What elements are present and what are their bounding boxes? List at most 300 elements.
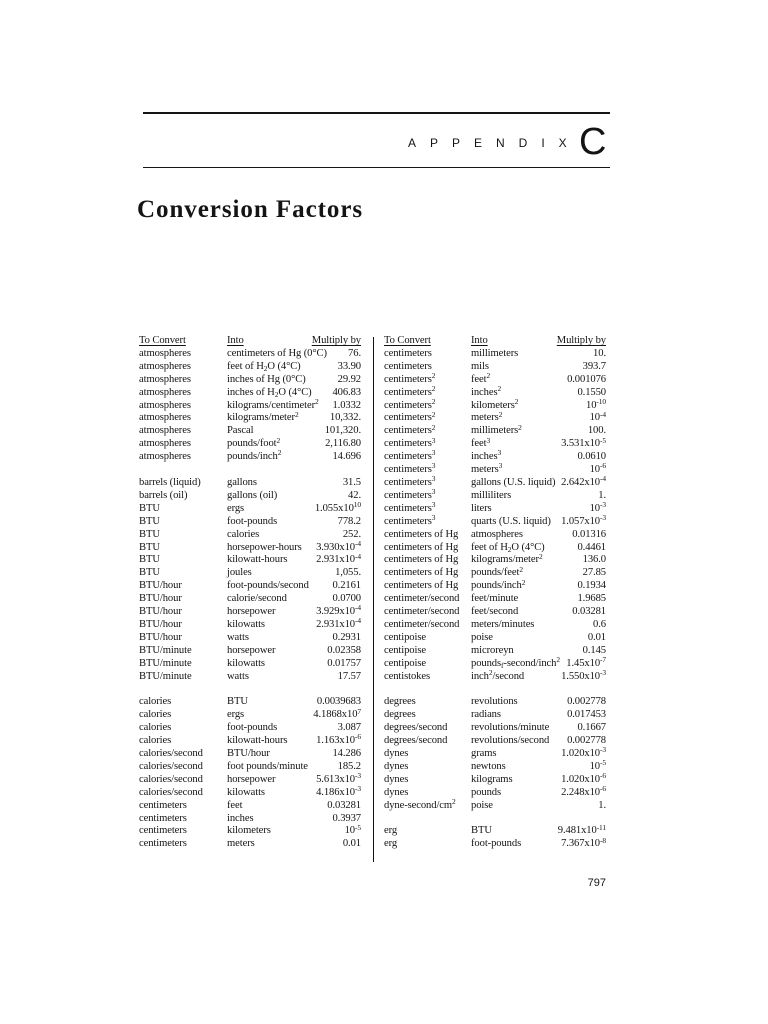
table-row xyxy=(139,645,361,658)
superscript: 2 xyxy=(488,667,493,677)
from-unit-cell: BTU/minute xyxy=(139,670,192,682)
table-row xyxy=(139,593,361,606)
from-unit-cell: calories xyxy=(139,709,172,721)
subscript: 2 xyxy=(274,389,279,399)
into-unit-cell: gallons (oil) xyxy=(227,489,278,501)
factor-cell: 76. xyxy=(348,347,361,359)
text-run: centimeters xyxy=(384,476,432,488)
table-row xyxy=(139,632,361,645)
superscript: 3 xyxy=(431,474,436,484)
text-run: kilometers xyxy=(471,399,515,411)
table-row xyxy=(384,577,606,593)
from-unit-cell: BTU/hour xyxy=(139,606,182,618)
into-unit-cell: watts xyxy=(227,670,249,682)
from-unit-cell: degrees xyxy=(384,696,416,708)
from-unit-cell xyxy=(384,512,436,529)
text-run: 1.020x10 xyxy=(561,773,601,785)
table-row xyxy=(384,435,606,451)
table-row xyxy=(384,542,606,555)
superscript: -8 xyxy=(600,835,606,845)
table-row xyxy=(384,645,606,658)
from-unit-cell: centistokes xyxy=(384,670,430,682)
factor-cell: 0.1550 xyxy=(577,386,606,398)
superscript: -6 xyxy=(600,784,606,794)
from-unit-cell: centimeters xyxy=(139,812,187,824)
superscript: 2 xyxy=(497,383,502,393)
table-row xyxy=(139,374,361,387)
text-run: 1.057x10 xyxy=(561,515,601,527)
into-unit-cell xyxy=(471,383,502,400)
from-unit-cell xyxy=(384,796,456,813)
text-run: centimeters xyxy=(384,502,432,514)
text-run: 5.613x10 xyxy=(316,773,356,785)
from-unit-cell xyxy=(384,500,436,516)
into-unit-cell xyxy=(471,448,502,464)
into-unit-cell xyxy=(471,542,545,555)
from-unit-cell: calories/second xyxy=(139,748,203,759)
factor-cell xyxy=(316,732,361,748)
table-row xyxy=(384,722,606,735)
text-run: centimeters xyxy=(384,373,432,385)
into-unit-cell: kilometers xyxy=(227,825,271,837)
row-group xyxy=(139,696,361,851)
superscript: -4 xyxy=(355,551,361,561)
text-run: pounds/inch xyxy=(227,451,278,463)
conversion-table-right xyxy=(384,335,606,851)
factor-cell: 1,055. xyxy=(335,567,361,579)
superscript: 2 xyxy=(277,448,282,458)
superscript: 2 xyxy=(518,422,522,432)
superscript: -4 xyxy=(355,603,361,613)
text-run: 1.055x10 xyxy=(314,502,354,514)
factor-cell: 2,116.80 xyxy=(325,438,361,450)
table-row xyxy=(384,348,606,361)
superscript: 2 xyxy=(315,396,319,406)
text-run: feet xyxy=(471,373,487,385)
from-unit-cell: centimeters xyxy=(139,838,187,850)
from-unit-cell: degrees/second xyxy=(384,722,448,734)
superscript: -5 xyxy=(600,758,606,768)
into-unit-cell: horsepower xyxy=(227,773,276,785)
table-header-row xyxy=(384,335,606,348)
superscript: -5 xyxy=(355,822,361,832)
from-unit-cell xyxy=(384,448,436,464)
from-unit-cell: calories/second xyxy=(139,760,203,772)
table-body xyxy=(384,348,606,851)
superscript: 3 xyxy=(431,512,436,522)
factor-cell: 42. xyxy=(348,489,361,501)
factor-cell xyxy=(561,784,606,800)
from-unit-cell: centimeters of Hg xyxy=(384,541,459,553)
superscript: -3 xyxy=(600,500,606,510)
text-run: feet of H xyxy=(471,541,508,553)
from-unit-cell: dynes xyxy=(384,773,409,785)
factor-cell: 252. xyxy=(342,528,361,540)
superscript: 3 xyxy=(497,448,502,458)
from-unit-cell xyxy=(384,396,436,413)
table-row xyxy=(384,512,606,529)
table-row xyxy=(139,538,361,555)
factor-cell xyxy=(561,474,606,490)
text-run: inch xyxy=(471,670,489,682)
text-run: centimeters xyxy=(384,451,432,463)
superscript: 3 xyxy=(431,435,436,445)
factor-cell xyxy=(561,435,606,451)
text-run: inches xyxy=(471,451,498,463)
into-unit-cell: revolutions xyxy=(471,696,518,708)
from-unit-cell: calories xyxy=(139,696,172,708)
header-rule xyxy=(143,167,610,168)
text-run: O (4°C) xyxy=(267,360,301,372)
table-row xyxy=(139,348,361,361)
superscript: -6 xyxy=(600,771,606,781)
from-unit-cell xyxy=(384,371,436,387)
factor-cell: 0.03281 xyxy=(327,799,361,811)
table-row xyxy=(139,529,361,542)
into-unit-cell xyxy=(471,422,522,438)
from-unit-cell xyxy=(384,487,436,503)
text-run: 10 xyxy=(344,825,356,837)
superscript: 7 xyxy=(357,706,361,716)
into-unit-cell: liters xyxy=(471,502,492,514)
table-row xyxy=(384,564,606,580)
factor-cell xyxy=(344,822,361,838)
table-row xyxy=(384,822,606,838)
from-unit-cell: erg xyxy=(384,825,398,837)
factor-cell: 1.9685 xyxy=(577,593,606,605)
superscript: -5 xyxy=(600,435,606,445)
superscript: 3 xyxy=(498,461,503,471)
table-row xyxy=(384,735,606,748)
text-run: 2.931x10 xyxy=(316,554,356,566)
table-body xyxy=(139,348,361,851)
from-unit-cell: centimeters xyxy=(384,360,432,372)
row-group xyxy=(384,348,606,684)
superscript: -7 xyxy=(600,654,606,664)
from-unit-cell: atmospheres xyxy=(139,347,191,359)
from-unit-cell: centimeters of Hg xyxy=(384,554,459,566)
superscript: 2 xyxy=(514,396,519,406)
into-unit-cell: kilowatt-hours xyxy=(227,554,288,566)
superscript: -11 xyxy=(596,822,606,832)
into-unit-cell xyxy=(471,396,519,413)
from-unit-cell: barrels (liquid) xyxy=(139,476,201,488)
factor-cell: 0.03281 xyxy=(572,606,606,618)
from-unit-cell: BTU/hour xyxy=(139,618,182,630)
from-unit-cell: degrees/second xyxy=(384,735,448,747)
into-unit-cell: atmospheres xyxy=(471,528,523,540)
page-number: 797 xyxy=(587,877,606,889)
into-unit-cell xyxy=(227,435,281,451)
into-unit-cell: inches xyxy=(227,812,254,824)
text-run: 7.367x10 xyxy=(561,838,601,850)
table-row xyxy=(139,732,361,748)
from-unit-cell: centimeters of Hg xyxy=(384,528,459,540)
text-run: centimeters xyxy=(384,438,432,450)
superscript: -6 xyxy=(355,732,361,742)
factor-cell xyxy=(561,512,606,529)
from-unit-cell xyxy=(384,461,436,477)
superscript: 2 xyxy=(431,396,436,406)
table-row xyxy=(384,606,606,619)
into-unit-cell: foot-pounds xyxy=(227,722,278,734)
into-unit-cell: Pascal xyxy=(227,425,254,437)
table-row xyxy=(139,671,361,684)
table-row xyxy=(139,706,361,722)
table-row xyxy=(139,425,361,438)
table-row xyxy=(384,654,606,671)
table-row xyxy=(139,696,361,709)
factor-cell xyxy=(557,822,606,838)
text-run: kilograms/meter xyxy=(227,412,295,424)
text-run: -second/inch xyxy=(503,657,557,669)
factor-cell: 101,320. xyxy=(324,425,361,437)
table-row xyxy=(384,758,606,774)
factor-cell: 0.017453 xyxy=(567,709,606,721)
from-unit-cell: centimeter/second xyxy=(384,606,460,618)
subscript: 2 xyxy=(263,363,268,373)
factor-cell xyxy=(314,500,361,516)
into-unit-cell: ergs xyxy=(227,709,245,721)
table-row xyxy=(384,551,606,567)
factor-cell: 0.0610 xyxy=(577,451,606,463)
table-row xyxy=(139,396,361,413)
table-row xyxy=(139,567,361,580)
text-run: 3.531x10 xyxy=(561,438,601,450)
superscript: 2 xyxy=(431,409,436,419)
factor-cell xyxy=(561,667,606,684)
factor-cell: 0.145 xyxy=(582,644,606,656)
superscript: -4 xyxy=(600,474,606,484)
into-unit-cell: foot pounds/minute xyxy=(227,760,308,772)
page-title: Conversion Factors xyxy=(137,196,364,223)
table-row xyxy=(384,771,606,787)
table-row xyxy=(139,748,361,761)
column-header-into: Into xyxy=(227,335,244,346)
row-group xyxy=(139,348,361,464)
into-unit-cell xyxy=(471,371,491,387)
from-unit-cell xyxy=(384,409,436,425)
into-unit-cell: pounds xyxy=(471,786,502,798)
from-unit-cell: calories/second xyxy=(139,786,203,798)
column-header-multiply-by: Multiply by xyxy=(556,335,606,346)
text-run: /second xyxy=(492,670,525,682)
factor-cell: 0.01757 xyxy=(327,657,361,669)
column-header-multiply-by: Multiply by xyxy=(311,335,361,346)
into-unit-cell: foot-pounds xyxy=(227,515,278,527)
factor-cell xyxy=(316,616,361,632)
subscript: 2 xyxy=(507,544,512,554)
into-unit-cell: feet/minute xyxy=(471,593,519,605)
from-unit-cell: atmospheres xyxy=(139,412,191,424)
table-row xyxy=(139,658,361,671)
table-row xyxy=(139,822,361,838)
superscript: -10 xyxy=(596,396,606,406)
from-unit-cell: barrels (oil) xyxy=(139,489,188,501)
from-unit-cell xyxy=(384,422,436,438)
from-unit-cell: centimeters xyxy=(139,825,187,837)
table-row xyxy=(139,800,361,813)
table-row xyxy=(139,435,361,451)
superscript: 2 xyxy=(486,371,491,381)
text-run: 1.163x10 xyxy=(316,735,356,747)
into-unit-cell: kilowatts xyxy=(227,786,265,798)
into-unit-cell: milliliters xyxy=(471,489,512,501)
from-unit-cell: centimeter/second xyxy=(384,618,460,630)
superscript: 3 xyxy=(431,448,436,458)
superscript: 2 xyxy=(538,551,543,561)
text-run: pounds/feet xyxy=(471,567,520,579)
factor-cell: 31.5 xyxy=(342,476,361,488)
factor-cell: 10. xyxy=(593,347,606,359)
text-run: 10 xyxy=(589,760,601,772)
table-row xyxy=(384,709,606,722)
table-row xyxy=(384,696,606,709)
table-row xyxy=(384,619,606,632)
text-run: kilograms/centimeter xyxy=(227,399,316,411)
into-unit-cell: ergs xyxy=(227,502,245,514)
superscript: -4 xyxy=(355,538,361,548)
table-row xyxy=(384,593,606,606)
into-unit-cell xyxy=(227,396,319,413)
into-unit-cell: newtons xyxy=(471,760,506,772)
factor-cell: 3.087 xyxy=(337,722,361,734)
from-unit-cell: atmospheres xyxy=(139,399,191,411)
into-unit-cell xyxy=(471,551,543,567)
from-unit-cell: calories xyxy=(139,735,172,747)
table-row xyxy=(139,722,361,735)
superscript: -4 xyxy=(600,409,606,419)
table-row xyxy=(139,580,361,593)
table-row xyxy=(384,667,606,684)
text-run: 1.550x10 xyxy=(561,670,601,682)
top-rule xyxy=(143,112,610,114)
text-run: 1.45x10 xyxy=(566,657,601,669)
superscript: 2 xyxy=(556,654,560,664)
text-run: 3.930x10 xyxy=(316,541,356,553)
text-run: inches xyxy=(471,386,498,398)
table-row xyxy=(139,387,361,400)
factor-cell: 185.2 xyxy=(337,760,361,772)
table-row xyxy=(139,500,361,516)
factor-cell: 393.7 xyxy=(582,360,606,372)
from-unit-cell: calories/second xyxy=(139,773,203,785)
factor-cell: 0.2161 xyxy=(332,580,361,592)
into-unit-cell: quarts (U.S. liquid) xyxy=(471,515,551,527)
from-unit-cell: calories xyxy=(139,722,172,734)
text-run: feet xyxy=(471,438,487,450)
superscript: 2 xyxy=(452,796,456,806)
into-unit-cell xyxy=(471,654,560,671)
from-unit-cell: BTU/minute xyxy=(139,644,192,656)
table-row xyxy=(139,516,361,529)
into-unit-cell: meters xyxy=(227,838,255,850)
into-unit-cell: radians xyxy=(471,709,501,721)
from-unit-cell: BTU/minute xyxy=(139,657,192,669)
table-row xyxy=(139,813,361,826)
text-run: centimeters xyxy=(384,464,432,476)
superscript: 2 xyxy=(431,383,436,393)
into-unit-cell: kilowatt-hours xyxy=(227,735,288,747)
from-unit-cell: BTU xyxy=(139,515,160,527)
into-unit-cell: gallons xyxy=(227,476,257,488)
factor-cell xyxy=(313,706,361,722)
table-row xyxy=(384,396,606,413)
factor-cell: 406.83 xyxy=(332,386,361,398)
table-row xyxy=(384,529,606,542)
factor-cell: 0.2931 xyxy=(332,631,361,643)
factor-cell: 0.6 xyxy=(593,618,606,630)
factor-cell: 100. xyxy=(587,425,606,437)
into-unit-cell: feet/second xyxy=(471,606,519,618)
factor-cell: 17.57 xyxy=(337,670,361,682)
table-row xyxy=(139,838,361,851)
factor-cell: 0.1934 xyxy=(577,580,606,592)
into-unit-cell: poise xyxy=(471,799,493,811)
from-unit-cell: BTU xyxy=(139,541,160,553)
factor-cell: 0.1667 xyxy=(577,722,606,734)
table-row xyxy=(384,487,606,503)
superscript: 3 xyxy=(431,500,436,510)
superscript: 2 xyxy=(521,577,526,587)
factor-cell: 33.90 xyxy=(337,360,361,372)
factor-cell: 14.286 xyxy=(332,748,361,759)
factor-cell: 0.0700 xyxy=(332,593,361,605)
into-unit-cell: kilowatts xyxy=(227,618,265,630)
text-run: pounds xyxy=(471,657,502,669)
appendix-letter: C xyxy=(579,121,607,163)
factor-cell: 27.85 xyxy=(582,567,606,579)
superscript: -3 xyxy=(600,512,606,522)
table-row xyxy=(139,477,361,490)
from-unit-cell: centipoise xyxy=(384,631,426,643)
text-run: 9.481x10 xyxy=(557,825,597,837)
text-run: centimeters xyxy=(384,399,432,411)
from-unit-cell: centimeters of Hg xyxy=(384,567,459,579)
into-unit-cell: feet xyxy=(227,799,243,811)
text-run: 3.929x10 xyxy=(316,606,356,618)
factor-cell: 29.92 xyxy=(337,373,361,385)
factor-cell: 0.002778 xyxy=(567,735,606,747)
column-header-to-convert: To Convert xyxy=(384,335,431,346)
superscript: 3 xyxy=(431,461,436,471)
into-unit-cell: watts xyxy=(227,631,249,643)
from-unit-cell xyxy=(384,383,436,400)
table-row xyxy=(384,422,606,438)
into-unit-cell: horsepower xyxy=(227,644,276,656)
table-row xyxy=(139,448,361,464)
text-run: centimeters xyxy=(384,425,432,437)
from-unit-cell: centimeter/second xyxy=(384,593,460,605)
into-unit-cell: mils xyxy=(471,360,489,372)
factor-cell: 0.0039683 xyxy=(316,696,361,708)
into-unit-cell: meters/minutes xyxy=(471,618,535,630)
factor-cell: 0.01 xyxy=(587,631,606,643)
into-unit-cell: calories xyxy=(227,528,260,540)
from-unit-cell: BTU xyxy=(139,528,160,540)
table-row xyxy=(139,784,361,800)
superscript: 2 xyxy=(498,409,503,419)
table-row xyxy=(384,474,606,490)
superscript: 10 xyxy=(353,500,361,510)
factor-cell: 10,332. xyxy=(329,412,361,424)
superscript: -3 xyxy=(355,784,361,794)
row-group xyxy=(384,696,606,812)
factor-cell xyxy=(316,784,361,800)
superscript: -3 xyxy=(600,745,606,755)
into-unit-cell: kilograms xyxy=(471,773,513,785)
table-row xyxy=(139,771,361,787)
